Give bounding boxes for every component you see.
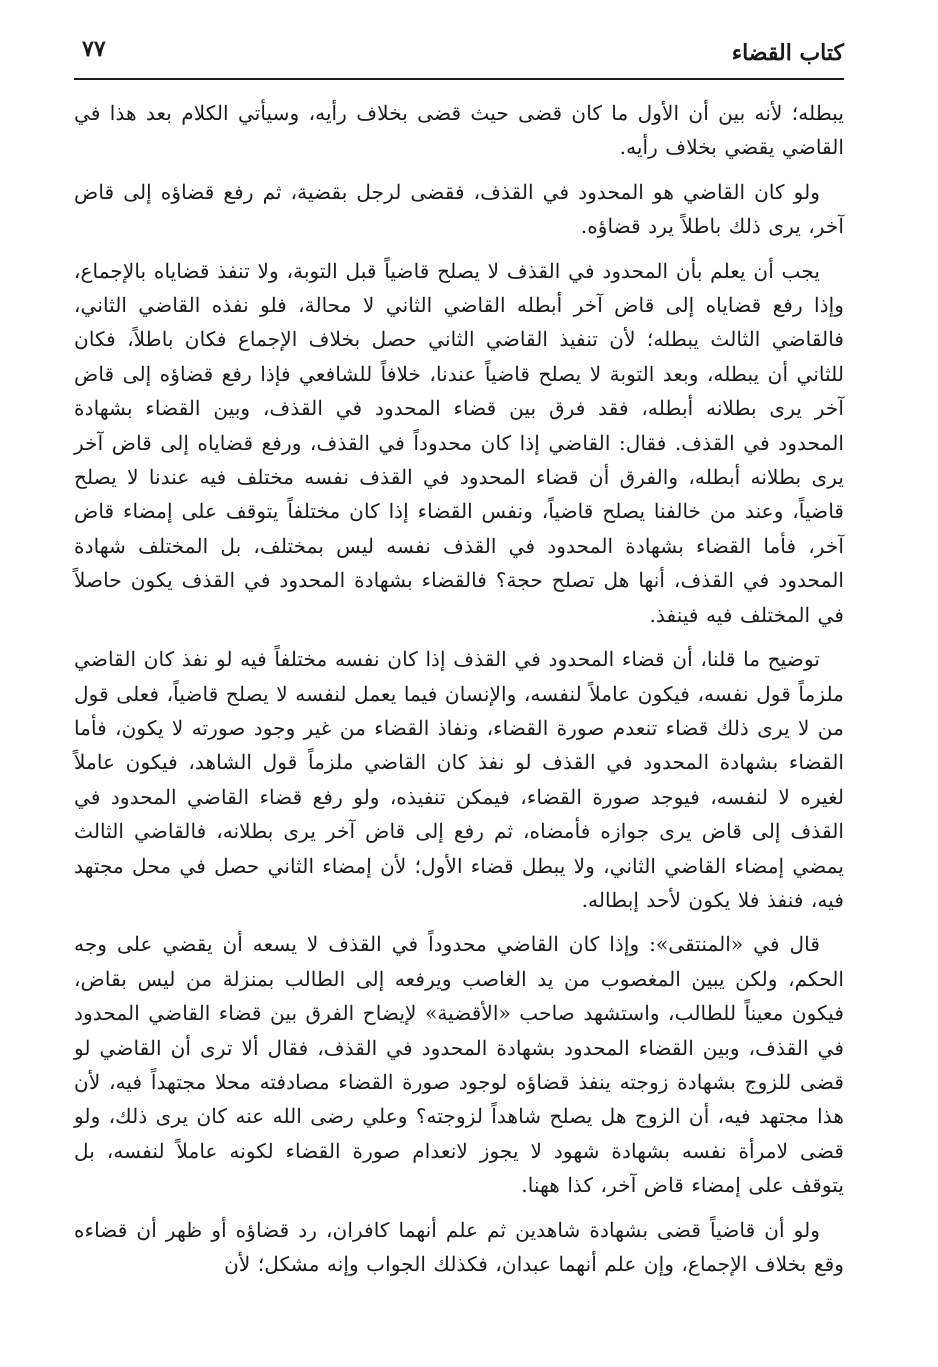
- paragraph: يجب أن يعلم بأن المحدود في القذف لا يصلح قاضياً قبل التوبة، ولا تنفذ قضاياه بالإجماع، وإذا رفع قضاياه إلى قاض آخر أبطله القاضي الثاني لا محالة، فلو نفذه القاضي الثاني، فالقاضي الثالث يبطله؛ لأن تنفيذ القاضي الثاني حصل بخلاف الإجماع فكان باطلاً، فكان للثاني أن يبطله، وبعد التوبة لا يصلح قاضياً عندنا، خلافاً للشافعي فإذا رفع قضاؤه إلى قاض آخر يرى بطلانه أبطله، فقد فرق بين قضاء المحدود في القذف، وبين القضاء بشهادة المحدود في القذف. فقال: القاضي إذا كان محدوداً في القذف، ورفع قضاياه إلى قاض آخر يرى بطلانه أبطله، والفرق أن قضاء المحدود في القذف نفسه مختلف فيه عندنا لا يصلح قاضياً، وعند من خالفنا يصلح قاضياً، ونفس القضاء إذا كان مختلفاً يتوقف على إمضاء قاض آخر، فأما القضاء بشهادة المحدود في القذف نفسه ليس بمختلف، بل المختلف شهادة المحدود في القذف، أنها هل تصلح حجة؟ فالقضاء بشهادة المحدود في القذف يكون حاصلاً في المختلف فيه فينفذ.: [74, 258, 844, 627]
- page-header: [74, 30, 844, 80]
- paragraph: توضيح ما قلنا، أن قضاء المحدود في القذف إذا كان نفسه مختلفاً فيه لو نفذ كان القاضي ملزماً قول نفسه، فيكون عاملاً لنفسه، والإنسان فيما يعمل لنفسه لا يصلح قاضياً، فعلى قول من لا يرى ذلك قضاء تنعدم صورة القضاء، ونفاذ القضاء من غير وجود صورته لا يكون، فأما القضاء بشهادة المحدود في القذف لو نفذ كان القاضي ملزماً قول الشاهد، فيكون عاملاً لغيره لا لنفسه، فيوجد صورة القضاء، فيمكن تنفيذه، ولو رفع قضاء القاضي المحدود في القذف إلى قاض يرى جوازه فأمضاه، ثم رفع إلى قاض آخر يرى بطلانه، فالقاضي الثالث يمضي إمضاء القاضي الثاني، ولا يبطل قضاء الأول؛ لأن إمضاء الثاني حصل في محل مجتهد فيه، فنفذ فلا يكون لأحد إبطاله.: [74, 647, 844, 912]
- paragraph: يبطله؛ لأنه بين أن الأول ما كان قضى حيث قضى بخلاف رأيه، وسيأتي الكلام بعد هذا في القاضي يقضي بخلاف رأيه.: [74, 101, 844, 160]
- book-page: [74, 30, 844, 1350]
- paragraph: ولو أن قاضياً قضى بشهادة شاهدين ثم علم أنهما كافران، رد قضاؤه أو ظهر أن قضاءه وقع بخلاف الإجماع، وإن علم أنهما عبدان، فكذلك الجواب وإنه مشكل؛ لأن: [74, 1217, 844, 1276]
- body-text: [74, 96, 844, 1281]
- paragraph: ولو كان القاضي هو المحدود في القذف، فقضى لرجل بقضية، ثم رفع قضاؤه إلى قاض آخر، يرى ذلك باطلاً يرد قضاؤه.: [74, 179, 844, 239]
- running-title: كتاب القضاء: [731, 40, 844, 66]
- paragraph: قال في «المنتقى»: وإذا كان القاضي محدوداً في القذف لا يسعه أن يقضي على وجه الحكم، ولكن يبين المغصوب من يد الغاصب ويرفعه إلى الطالب بمنزلة من ليس بقاض، فيكون معيناً للطالب، واستشهد صاحب «الأقضية» لإيضاح الفرق بين قضاء القاضي المحدود في القذف، وبين القضاء المحدود بشهادة المحدود في القذف، فقال ألا ترى أن القاضي لو قضى للزوج بشهادة زوجته ينفذ قضاؤه لوجود صورة القضاء مصادفته محلا مجتهداً فيه، لأن هذا مجتهد فيه، أن الزوج هل يصلح شاهداً لزوجته؟ وعلي رضى الله عنه كان يرى ذلك، ولو قضى لامرأة نفسه بشهادة شهود لا يجوز لانعدام صورة القضاء لكونه عاملاً لنفسه، بل يتوقف على إمضاء قاض آخر، كذا ههنا.: [74, 932, 844, 1198]
- page-number: ٧٧: [82, 36, 106, 62]
